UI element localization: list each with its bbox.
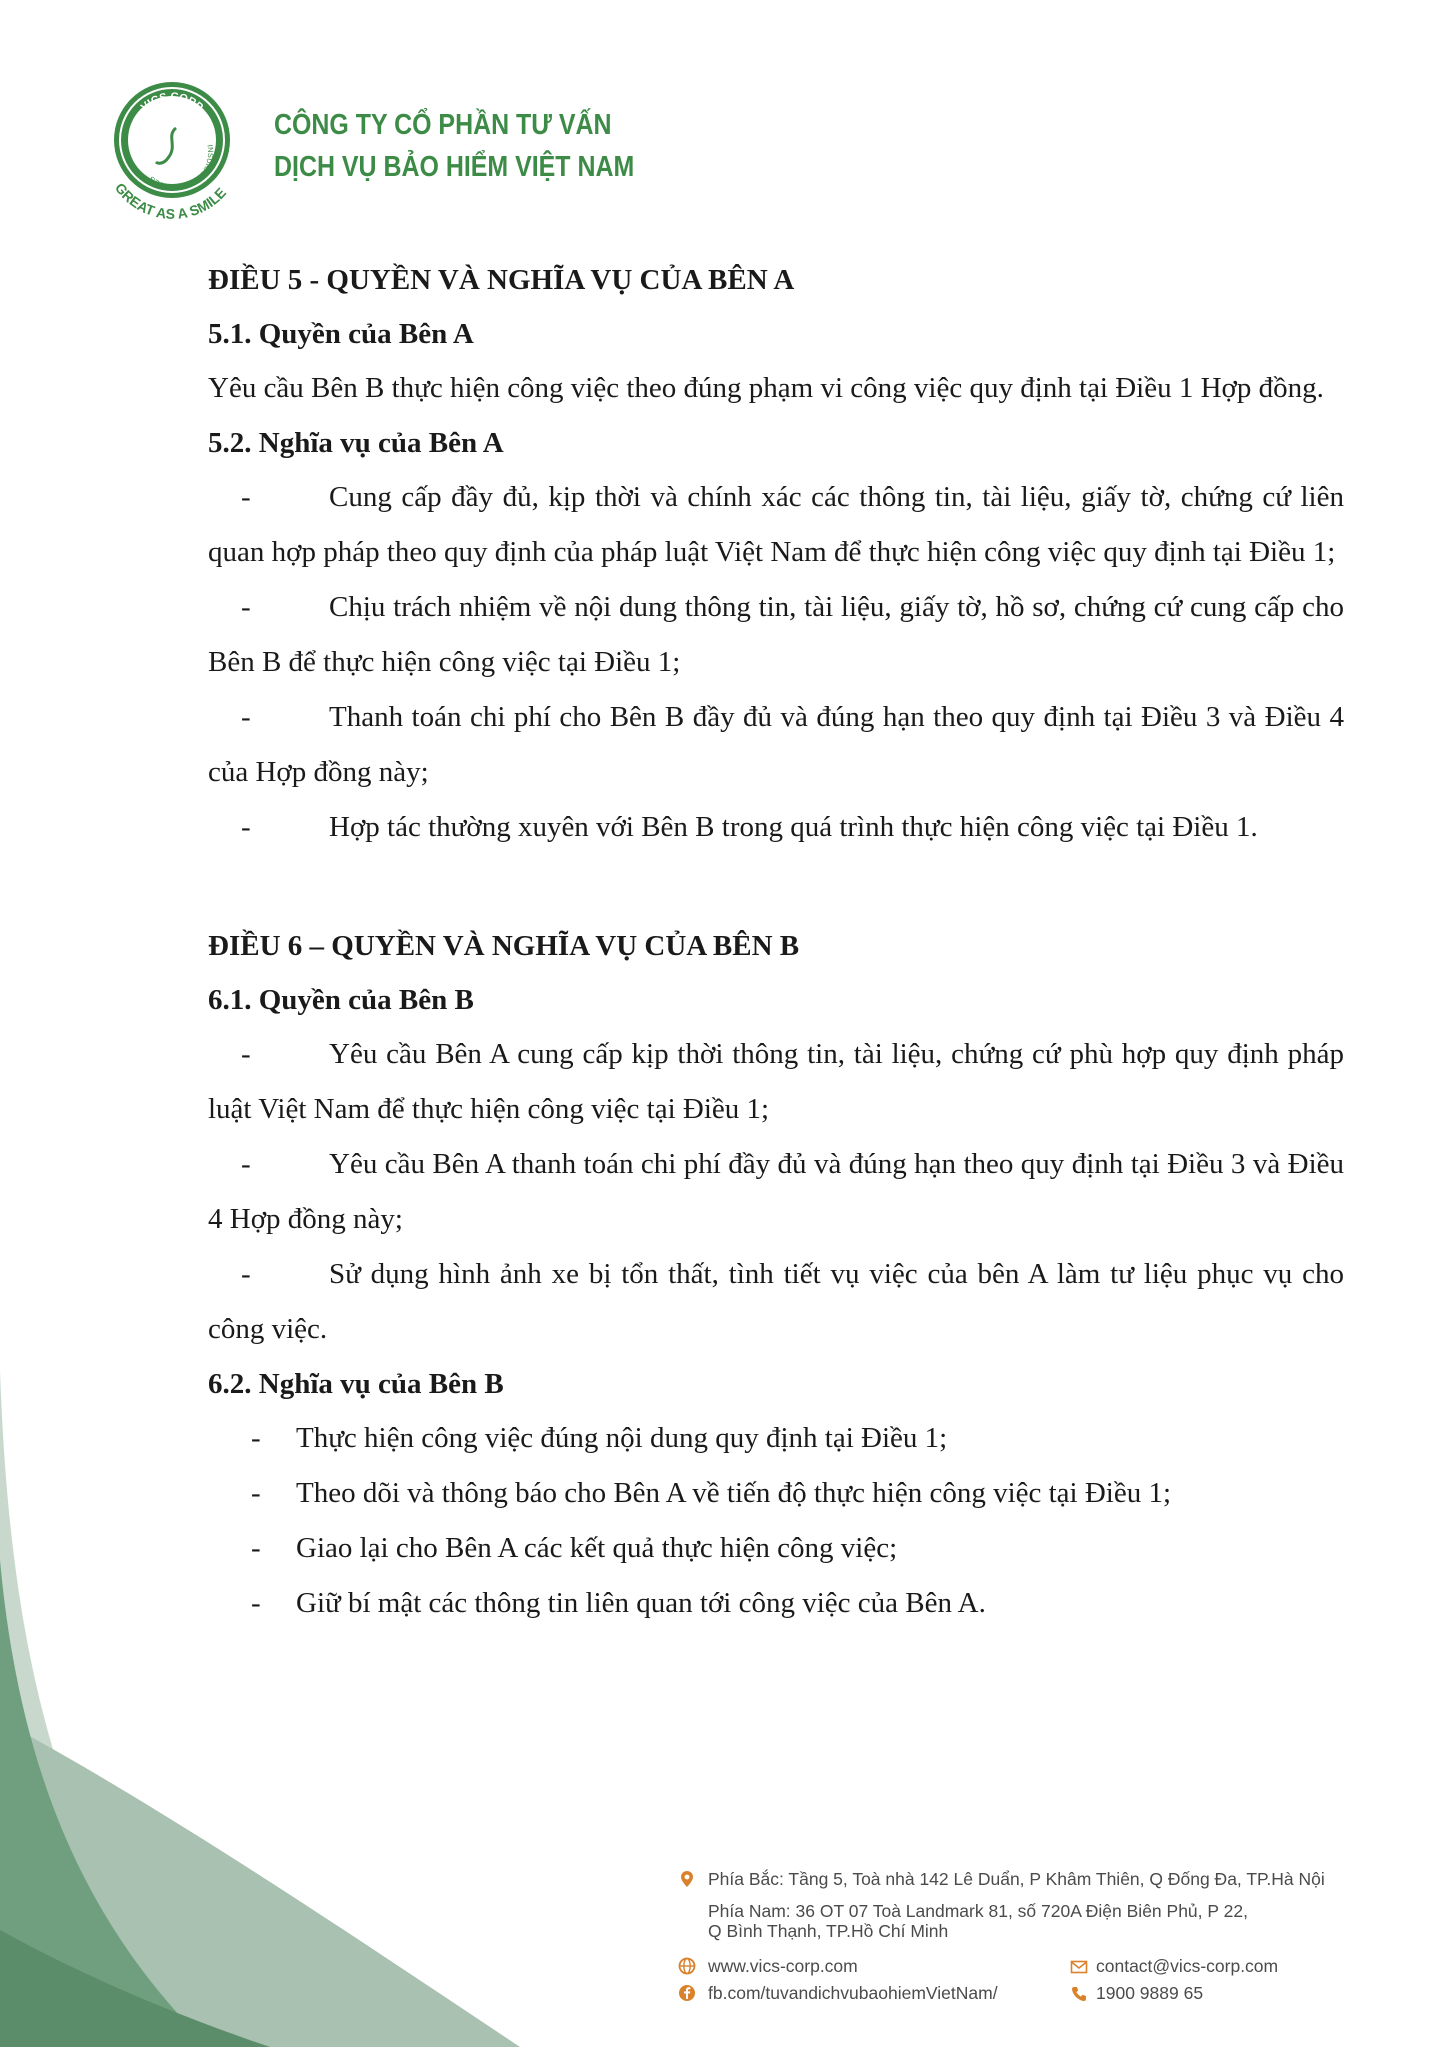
- section-6-1-title: 6.1. Quyền của Bên B: [208, 984, 474, 1016]
- logo-slogan: GREAT AS A SMILE: [111, 179, 230, 222]
- list-item: - Giao lại cho Bên A các kết quả thực hiện công việc;: [251, 1532, 898, 1564]
- company-logo: [106, 76, 238, 224]
- section-6-2-title: 6.2. Nghĩa vụ của Bên B: [208, 1368, 504, 1400]
- list-item: - Yêu cầu Bên A thanh toán chi phí đầy đủ và đúng hạn theo quy định tại Điều 3 và Điều 4 Hợp đồng này;: [208, 1148, 1344, 1235]
- logo-text-ring: INSURANCE SERVICES: [147, 143, 216, 193]
- article-5-heading: ĐIỀU 5 - QUYỀN VÀ NGHĨA VỤ CỦA BÊN A: [208, 264, 795, 296]
- email-icon: [1070, 1958, 1088, 1976]
- facebook-link[interactable]: fb.com/tuvandichvubaohiemVietNam/: [708, 1983, 998, 2003]
- website-link[interactable]: www.vics-corp.com: [708, 1956, 858, 1976]
- list-item: - Cung cấp đầy đủ, kịp thời và chính xác các thông tin, tài liệu, giấy tờ, chứng cứ liên quan hợp pháp theo quy định của pháp luật Việt Nam để thực hiện công việc quy định tại Điều 1;: [208, 481, 1344, 568]
- list-item: - Thanh toán chi phí cho Bên B đầy đủ và đúng hạn theo quy định tại Điều 3 và Điều 4 của Hợp đồng này;: [208, 701, 1344, 788]
- address-north: Phía Bắc: Tầng 5, Toà nhà 142 Lê Duẩn, P Khâm Thiên, Q Đống Đa, TP.Hà Nội: [708, 1869, 1325, 1889]
- list-item: - Yêu cầu Bên A cung cấp kịp thời thông tin, tài liệu, chứng cứ phù hợp quy định pháp luật Việt Nam để thực hiện công việc tại Điều 1;: [208, 1038, 1344, 1125]
- location-pin-icon: [678, 1870, 696, 1888]
- email-link[interactable]: contact@vics-corp.com: [1096, 1956, 1279, 1976]
- list-item: - Sử dụng hình ảnh xe bị tổn thất, tình tiết vụ việc của bên A làm tư liệu phục vụ cho công việc.: [208, 1258, 1344, 1345]
- section-spacer: [208, 855, 1344, 919]
- phone-icon: [1070, 1985, 1088, 2003]
- phone-number[interactable]: 1900 9889 65: [1096, 1983, 1204, 2003]
- article-6-heading: ĐIỀU 6 – QUYỀN VÀ NGHĨA VỤ CỦA BÊN B: [208, 930, 800, 962]
- list-item: - Giữ bí mật các thông tin liên quan tới công việc của Bên A.: [251, 1587, 986, 1619]
- list-item: - Thực hiện công việc đúng nội dung quy định tại Điều 1;: [251, 1422, 948, 1454]
- facebook-icon: [678, 1984, 696, 2002]
- section-5-2-title: 5.2. Nghĩa vụ của Bên A: [208, 427, 504, 459]
- document-body: [208, 253, 1344, 1631]
- section-5-1-title: 5.1. Quyền của Bên A: [208, 318, 474, 350]
- address-south-line2: Q Bình Thạnh, TP.Hồ Chí Minh: [708, 1921, 949, 1941]
- list-item: - Hợp tác thường xuyên với Bên B trong quá trình thực hiện công việc tại Điều 1.: [241, 811, 1258, 843]
- logo-text-top: VICS CORP: [138, 90, 206, 114]
- globe-icon: [678, 1957, 696, 1975]
- list-item: - Chịu trách nhiệm về nội dung thông tin, tài liệu, giấy tờ, hồ sơ, chứng cứ cung cấp cho Bên B để thực hiện công việc tại Điều 1;: [208, 591, 1344, 678]
- list-item: - Theo dõi và thông báo cho Bên A về tiến độ thực hiện công việc tại Điều 1;: [251, 1477, 1172, 1509]
- address-south-line1: Phía Nam: 36 OT 07 Toà Landmark 81, số 720A Điện Biên Phủ, P 22,: [708, 1901, 1248, 1921]
- section-5-1-text: Yêu cầu Bên B thực hiện công việc theo đúng phạm vi công việc quy định tại Điều 1 Hợp đồng.: [208, 372, 1324, 404]
- company-name-line2: DỊCH VỤ BẢO HIỂM VIỆT NAM: [274, 151, 635, 183]
- company-name-line1: CÔNG TY CỔ PHẦN TƯ VẤN: [274, 109, 612, 141]
- company-name: [274, 104, 634, 188]
